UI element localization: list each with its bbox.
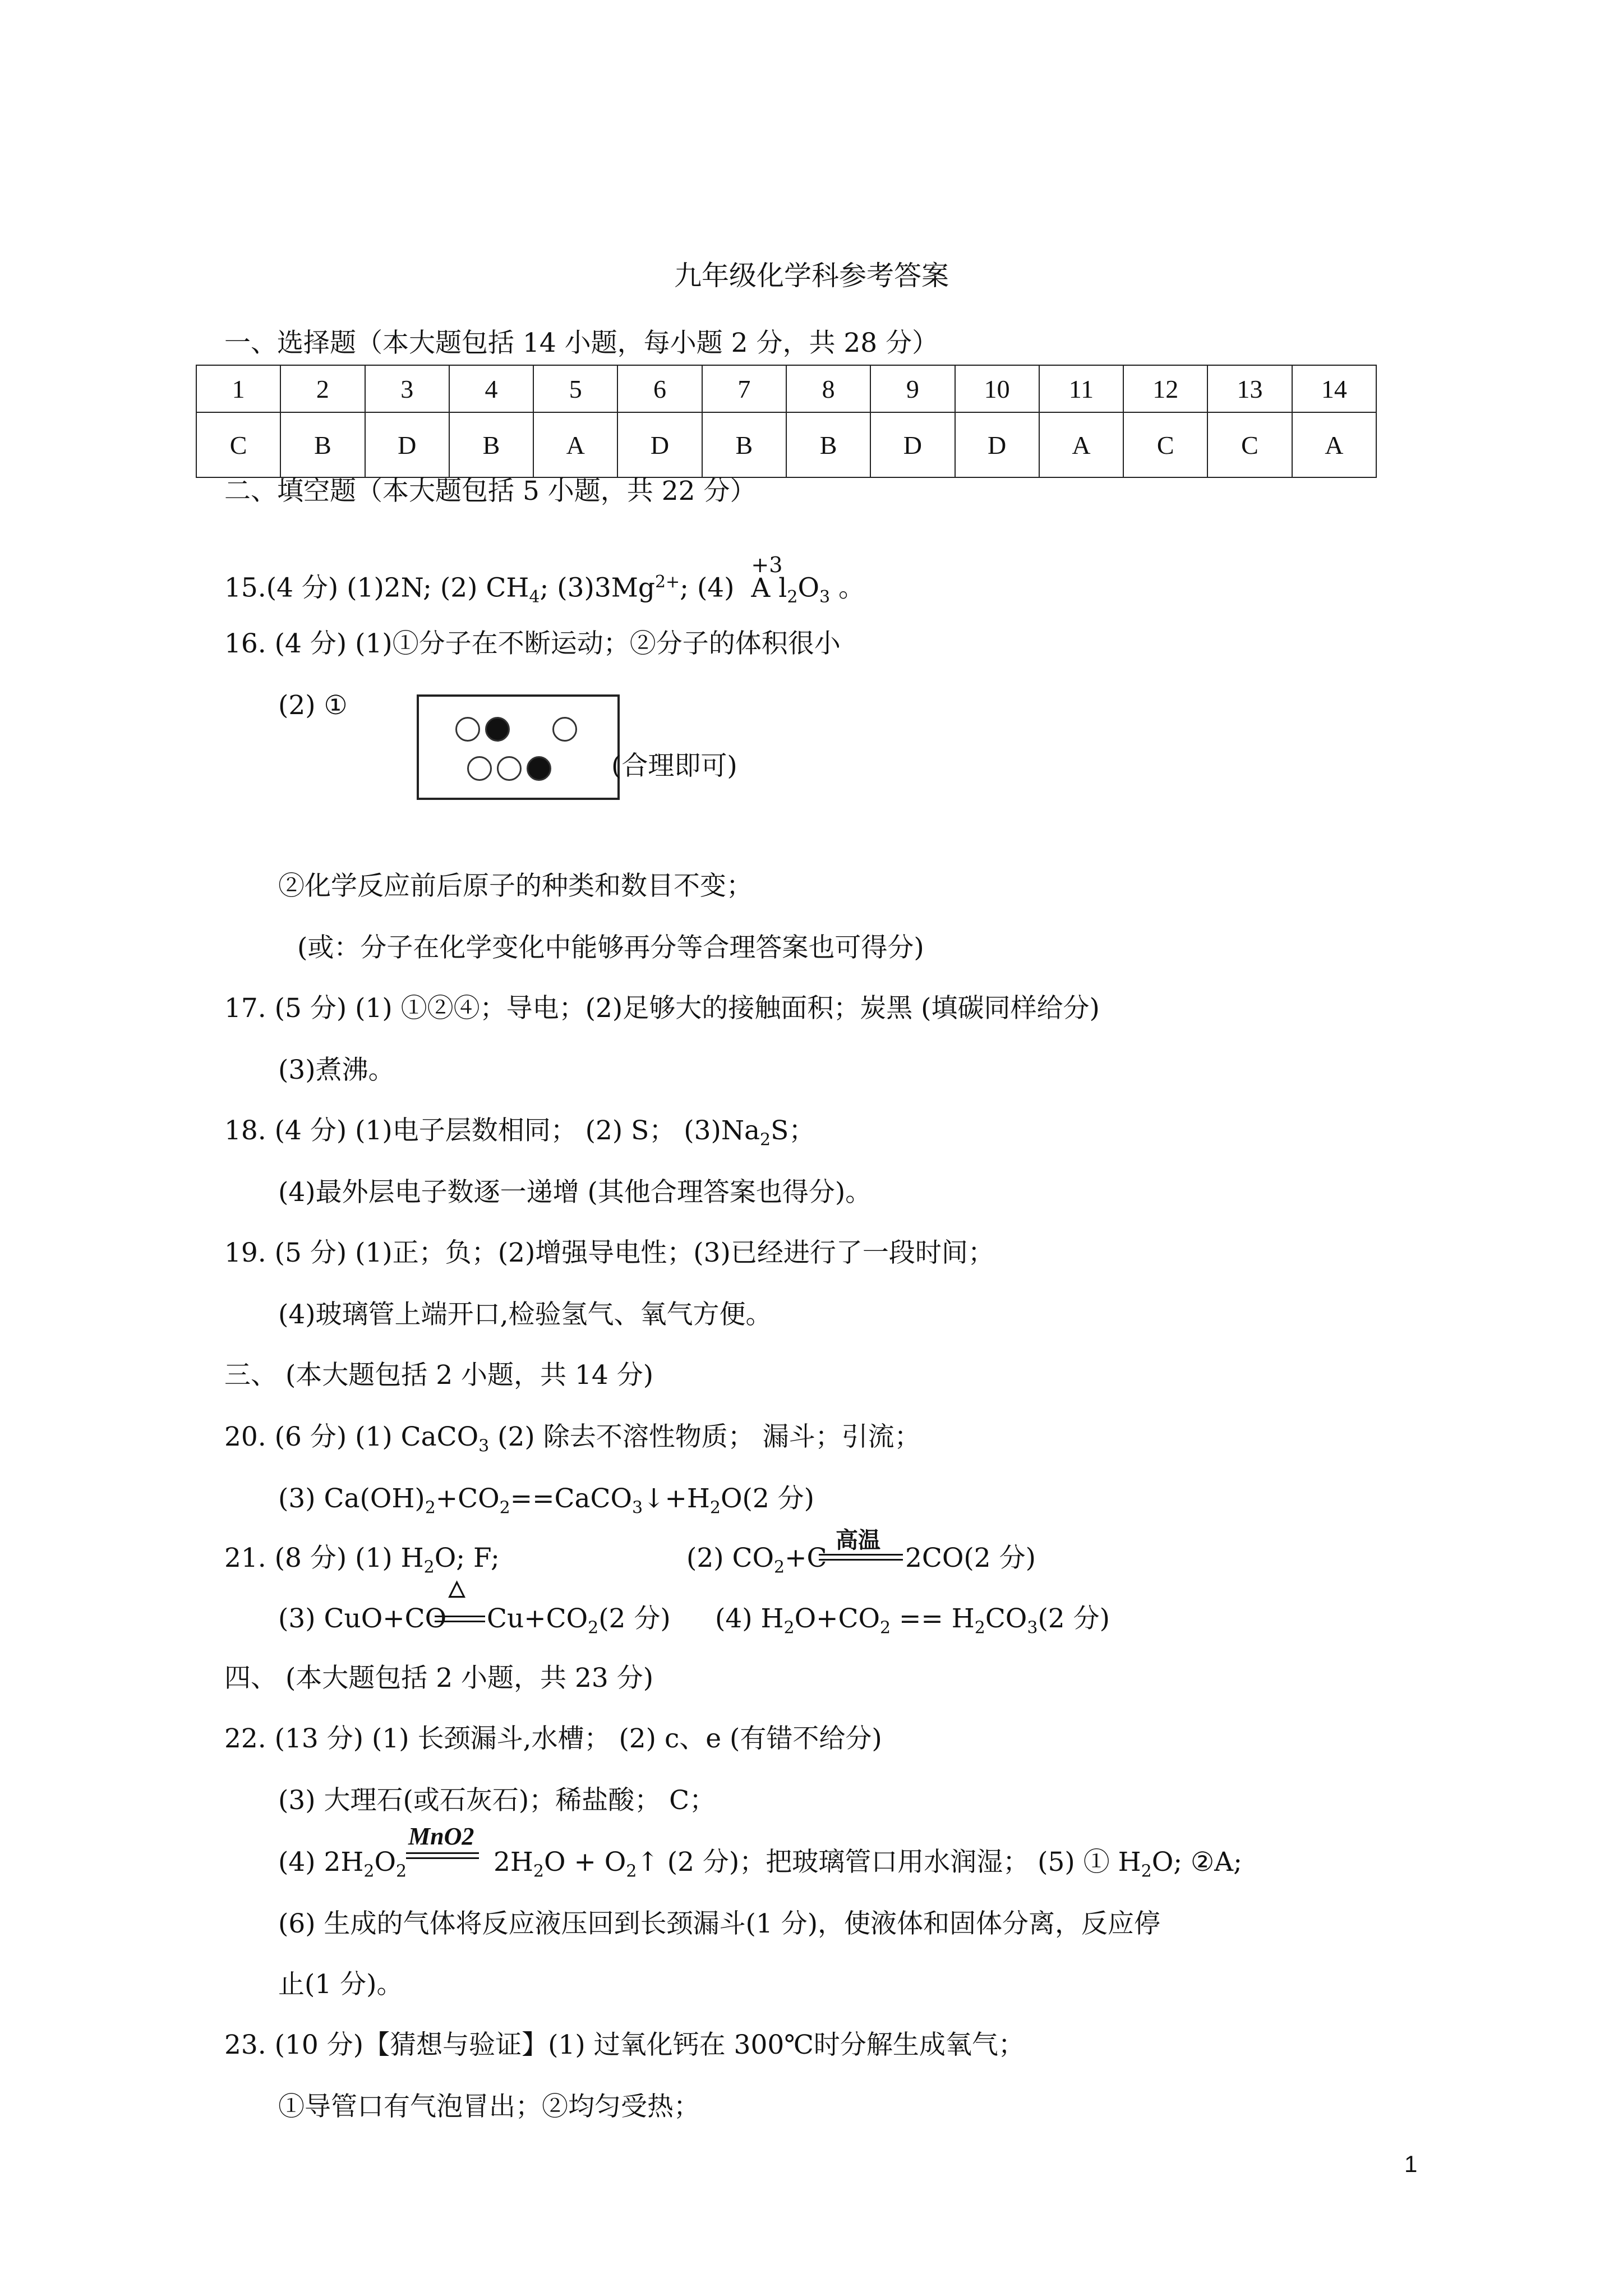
table-cell: A — [1292, 412, 1376, 477]
q21-line2b: $Cu+CO_2(2$ 分) — [487, 1603, 671, 1638]
question-number-row — [196, 365, 1376, 412]
table-cell: D — [955, 412, 1039, 477]
valence-label: +3 — [751, 552, 783, 577]
page-title: 九年级化学科参考答案 — [674, 260, 949, 292]
table-cell: 1 — [196, 365, 280, 412]
table-cell: 3 — [365, 365, 449, 412]
table-cell: 13 — [1207, 365, 1292, 412]
q17-line2: (3)煮沸。 — [278, 1055, 395, 1085]
answer-table — [196, 365, 1377, 478]
table-cell: A — [1039, 412, 1123, 477]
table-cell: B — [280, 412, 365, 477]
q23-line1: 23. (10 分)【猜想与验证】(1) 过氧化钙在 300℃时分解生成氧气； — [224, 2030, 1025, 2060]
section3-heading: 三、 (本大题包括 2 小题，共 14 分) — [224, 1360, 654, 1391]
white-atom — [455, 717, 480, 742]
section1-heading: 一、选择题（本大题包括 14 小题，每小题 2 分，共 28 分） — [224, 328, 939, 358]
heat-triangle-icon: △ — [449, 1576, 465, 1600]
table-cell: 5 — [533, 365, 617, 412]
reaction-equals-sign — [819, 1554, 903, 1561]
table-cell: D — [617, 412, 702, 477]
black-atom — [485, 717, 510, 742]
table-cell: B — [786, 412, 870, 477]
q23-line2: ①导管口有气泡冒出；②均匀受热； — [278, 2091, 700, 2122]
answer-row — [196, 412, 1376, 477]
q15-line: 15.(4 分) (1)2N; (2) $CH_4$; $(3)3Mg^{2+}$; (4) +3 A $l_2O_3$ 。 — [224, 565, 865, 614]
q21-line2c: (4) $H_2O+CO_2 == H_2CO_3(2$ 分) — [715, 1603, 1110, 1638]
q20-line2: (3) $Ca(OH)_2+CO_2==CaCO_3↓+H_2O(2$ 分) — [278, 1483, 815, 1518]
table-cell: 2 — [280, 365, 365, 412]
table-cell: A — [533, 412, 617, 477]
q21-line1b: (2) $CO_2+C$ — [686, 1543, 827, 1577]
q17-line1: 17. (5 分) (1) ①②④；导电；(2)足够大的接触面积；炭黑 (填碳同样给分) — [224, 993, 1100, 1024]
high-temp-condition: 高温 — [836, 1528, 880, 1553]
table-cell: C — [1123, 412, 1207, 477]
table-cell: D — [365, 412, 449, 477]
q22-line5: 止(1 分)。 — [278, 1969, 403, 2000]
q19-line1: 19. (5 分) (1)正；负；(2)增强导电性；(3)已经进行了一段时间； — [224, 1237, 994, 1268]
q16-note: (合理即可) — [611, 751, 737, 781]
reaction-equals-sign — [435, 1616, 485, 1622]
table-cell: 4 — [449, 365, 533, 412]
white-atom — [467, 756, 492, 781]
table-cell: 14 — [1292, 365, 1376, 412]
q16-line4: (或：分子在化学变化中能够再分等合理答案也可得分) — [297, 932, 924, 963]
reaction-equals-sign — [406, 1852, 479, 1859]
molecule-diagram — [417, 694, 620, 800]
white-atom — [497, 756, 522, 781]
q18-line2: (4)最外层电子数逐一递增 (其他合理答案也得分)。 — [278, 1177, 872, 1208]
table-cell: 11 — [1039, 365, 1123, 412]
q21-line1c: 2CO(2 分) — [905, 1543, 1036, 1573]
black-atom — [527, 756, 551, 781]
q22-line2: (3) 大理石(或石灰石)；稀盐酸； C； — [278, 1785, 716, 1816]
q16-line1: 16. (4 分) (1)①分子在不断运动；②分子的体积很小 — [224, 628, 841, 659]
table-cell: 8 — [786, 365, 870, 412]
table-cell: 9 — [870, 365, 955, 412]
section2-heading: 二、填空题（本大题包括 5 小题，共 22 分） — [224, 476, 757, 507]
q22-line4: (6) 生成的气体将反应液压回到长颈漏斗(1 分)，使液体和固体分离，反应停 — [278, 1908, 1161, 1939]
q16-line2: (2) ① — [278, 690, 348, 721]
q16-line3: ②化学反应前后原子的种类和数目不变； — [278, 871, 753, 901]
q21-line2a: (3) CuO+CO — [278, 1603, 447, 1634]
q22-line3b: $2H_2O$ + $O_2↑$ (2 分)；把玻璃管口用水润湿； (5) ① $H_2O$; ②A; — [494, 1847, 1242, 1881]
q22-line3a: (4) $2H_2O_2$ — [278, 1847, 407, 1881]
q20-line1: 20. (6 分) (1) CaCO$_3$ (2) 除去不溶性物质； 漏斗；引流； — [224, 1421, 921, 1456]
table-cell: 10 — [955, 365, 1039, 412]
table-cell: D — [870, 412, 955, 477]
table-cell: C — [1207, 412, 1292, 477]
q22-line1: 22. (13 分) (1) 长颈漏斗,水槽； (2) c、e (有错不给分) — [224, 1723, 882, 1754]
table-cell: 12 — [1123, 365, 1207, 412]
q18-line1: 18. (4 分) (1)电子层数相同； (2) S； $(3)Na_2S$； — [224, 1115, 815, 1150]
page-number: 1 — [1404, 2151, 1418, 2177]
q19-line2: (4)玻璃管上端开口,检验氢气、氧气方便。 — [278, 1299, 772, 1330]
white-atom — [552, 717, 577, 742]
table-cell: B — [449, 412, 533, 477]
section4-heading: 四、 (本大题包括 2 小题，共 23 分) — [224, 1663, 654, 1694]
table-cell: B — [702, 412, 786, 477]
table-cell: C — [196, 412, 280, 477]
catalyst-condition: MnO2 — [408, 1823, 474, 1850]
table-cell: 7 — [702, 365, 786, 412]
q21-line1a: 21. (8 分) (1) $H_2O$; F; — [224, 1543, 500, 1577]
table-cell: 6 — [617, 365, 702, 412]
